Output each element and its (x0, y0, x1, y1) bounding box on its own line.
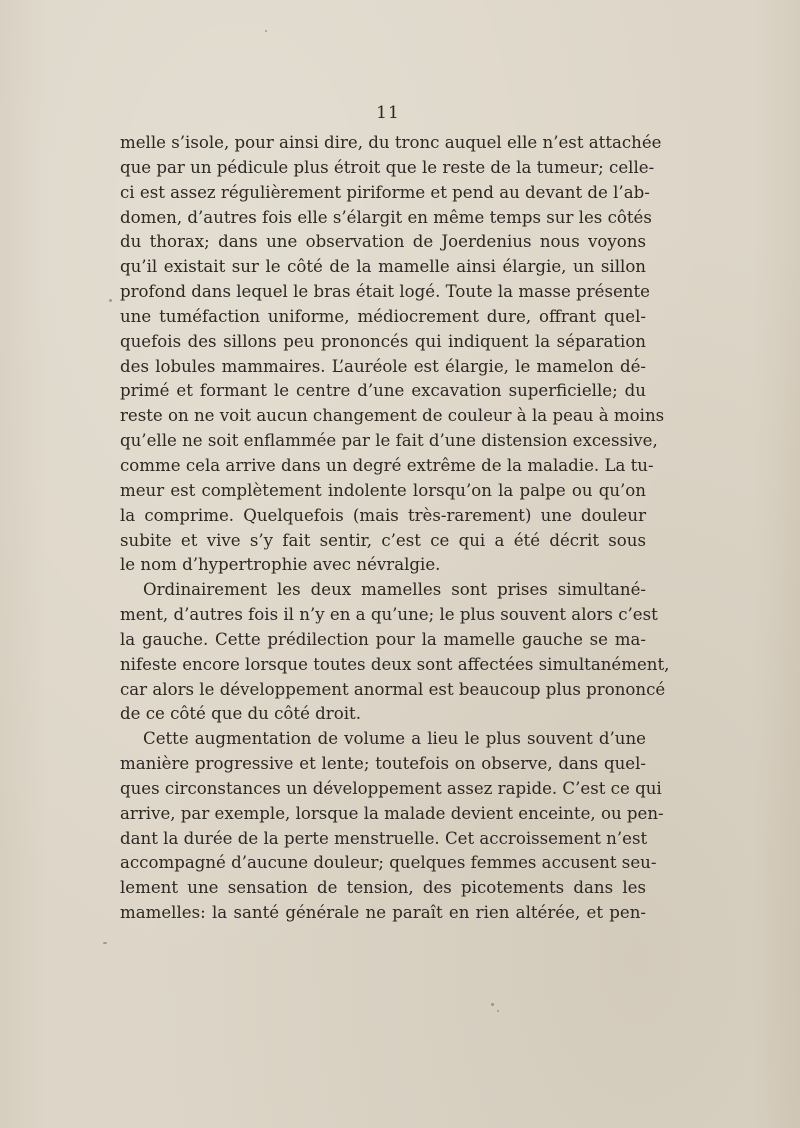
paper-speck (497, 1010, 499, 1012)
page-number: 11 (376, 103, 400, 123)
text-line: reste on ne voit aucun changement de couleur à la peau à moins (120, 406, 665, 426)
text-line: la comprime. Quelquefois (mais très-rarement) une douleur (120, 505, 646, 525)
text-line: profond dans lequel le bras était logé. Toute la masse présente (120, 282, 650, 302)
text-line: domen, d’autres fois elle s’élargit en même temps sur les côtés (120, 207, 652, 227)
paper-speck (103, 942, 107, 944)
text-line: lement une sensation de tension, des picotements dans les (120, 878, 646, 898)
paragraph-end-line: le nom d’hypertrophie avec névralgie. (120, 555, 441, 575)
text-line: mamelles: la santé générale ne paraît en rien altérée, et pen- (120, 903, 646, 923)
text-line: meur est complètement indolente lorsqu’on la palpe ou qu’on (120, 480, 646, 500)
text-line: accompagné d’aucune douleur; quelques femmes accusent seu- (120, 853, 657, 873)
paragraph-start-line: Ordinairement les deux mamelles sont prises simultané- (143, 580, 646, 600)
text-line: ques circonstances un développement assez rapide. C’est ce qui (120, 778, 662, 798)
paper-speck (265, 30, 267, 32)
body-text (120, 131, 670, 926)
paragraph-start-line: Cette augmentation de volume a lieu le plus souvent d’une (143, 729, 646, 749)
paragraph-end-line: de ce côté que du côté droit. (120, 704, 361, 724)
text-line: qu’il existait sur le côté de la mamelle ainsi élargie, un sillon (120, 257, 646, 277)
text-line: ci est assez régulièrement piriforme et pend au devant de l’ab- (120, 182, 650, 202)
text-line: ment, d’autres fois il n’y en a qu’une; le plus souvent alors c’est (120, 605, 658, 625)
text-line: que par un pédicule plus étroit que le reste de la tumeur; celle- (120, 157, 655, 177)
text-line: comme cela arrive dans un degré extrême de la maladie. La tu- (120, 455, 654, 475)
text-line: du thorax; dans une observation de Joerdenius nous voyons (120, 232, 646, 252)
text-line: des lobules mammaires. L’auréole est élargie, le mamelon dé- (120, 356, 646, 376)
text-line: melle s’isole, pour ainsi dire, du tronc auquel elle n’est attachée (120, 133, 662, 152)
text-line: manière progressive et lente; toutefois on observe, dans quel- (120, 754, 646, 774)
paper-speck (491, 1003, 494, 1006)
text-line: une tuméfaction uniforme, médiocrement dure, offrant quel- (120, 306, 646, 326)
text-line: subite et vive s’y fait sentir, c’est ce qui a été décrit sous (120, 530, 646, 550)
text-line: qu’elle ne soit enflammée par le fait d’une distension excessive, (120, 431, 658, 451)
text-line: dant la durée de la perte menstruelle. Cet accroissement n’est (120, 828, 648, 848)
text-line: nifeste encore lorsque toutes deux sont affectées simultanément, (120, 654, 670, 674)
text-line: primé et formant le centre d’une excavation superficielle; du (120, 381, 646, 401)
text-line: la gauche. Cette prédilection pour la mamelle gauche se ma- (120, 629, 646, 649)
text-line: quefois des sillons peu prononcés qui indiquent la séparation (120, 331, 646, 351)
paper-speck (109, 299, 112, 302)
text-line: arrive, par exemple, lorsque la malade devient enceinte, ou pen- (120, 803, 664, 823)
text-line: car alors le développement anormal est beaucoup plus prononcé (120, 679, 666, 699)
